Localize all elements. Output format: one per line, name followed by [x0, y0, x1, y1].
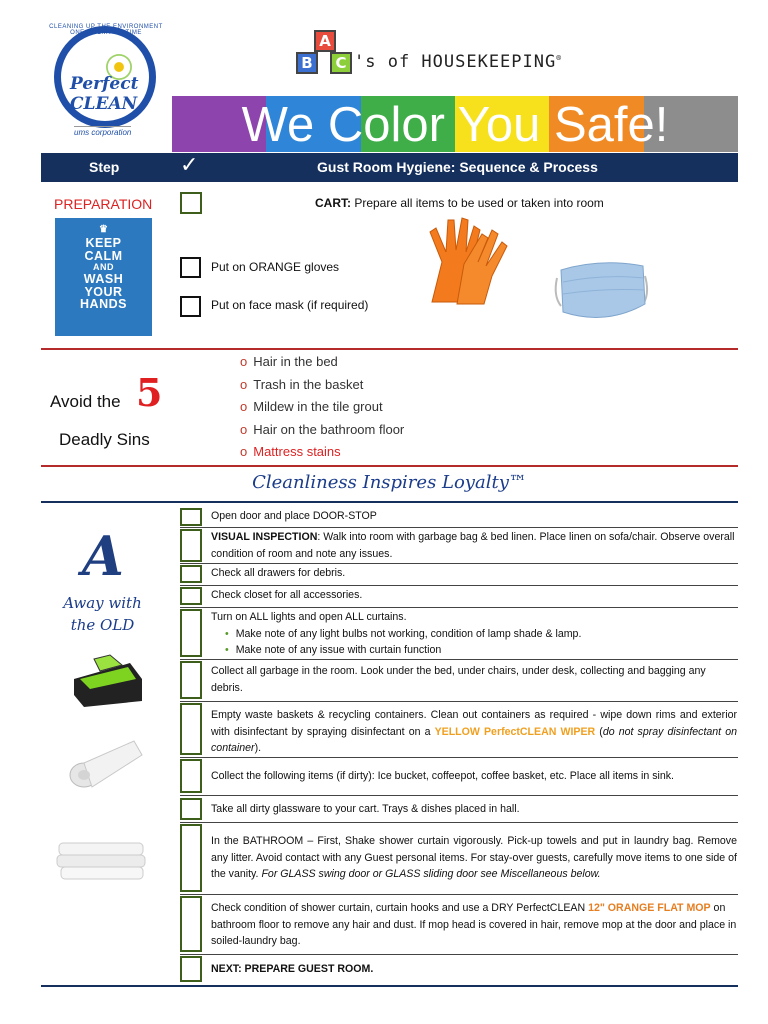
gloves-instruction: Put on ORANGE gloves	[211, 260, 340, 274]
list-item: o Mildew in the tile grout	[240, 399, 383, 414]
task-drawers: Check all drawers for debris.	[211, 567, 346, 579]
task-closet: Check closet for all accessories.	[211, 589, 363, 601]
trash-bags-image	[64, 733, 146, 795]
list-item: • Make note of any issue with curtain function	[225, 642, 737, 659]
preparation-label: PREPARATION	[54, 196, 153, 212]
section-title: Gust Room Hygiene: Sequence & Process	[317, 159, 598, 175]
row-divider	[180, 607, 738, 608]
row-divider	[180, 954, 738, 955]
row-divider	[180, 659, 738, 660]
deadly-sins-label: Deadly Sins	[59, 430, 150, 449]
orange-gloves-image	[412, 212, 512, 306]
divider	[41, 465, 738, 467]
list-item: o Hair in the bed	[240, 354, 338, 369]
task-checkbox[interactable]	[180, 508, 202, 526]
block-a: A	[314, 30, 336, 52]
task-checkbox[interactable]	[180, 798, 202, 820]
row-divider	[180, 585, 738, 586]
row-divider	[180, 757, 738, 758]
block-c: C	[330, 52, 352, 74]
section-letter: A	[82, 524, 124, 588]
divider	[41, 348, 738, 350]
list-item: o Trash in the basket	[240, 376, 364, 392]
checkmark-icon: ✓	[180, 152, 199, 177]
row-divider	[180, 894, 738, 895]
avoid-the-label: Avoid the 5	[50, 370, 163, 415]
block-b: B	[296, 52, 318, 74]
poster-text: KEEP CALM AND WASH YOUR HANDS	[80, 236, 127, 311]
logo-name: Perfect CLEAN	[70, 74, 139, 114]
task-lights: Turn on ALL lights and open ALL curtains. • Make note of any light bulbs not working, condition of lamp shade & lamp. • Make note of any issue with curtain function	[211, 609, 737, 659]
task-glassware: Take all dirty glassware to your cart. Trays & dishes placed in hall.	[211, 803, 520, 815]
gloves-checkbox[interactable]	[180, 257, 201, 278]
task-checkbox[interactable]	[180, 824, 202, 892]
divider	[41, 501, 738, 503]
five-number: 5	[136, 370, 163, 415]
task-checkbox[interactable]	[180, 956, 202, 982]
task-checkbox[interactable]	[180, 565, 202, 583]
task-checkbox[interactable]	[180, 896, 202, 952]
task-checkbox[interactable]	[180, 759, 202, 793]
mask-instruction: Put on face mask (if required)	[211, 298, 369, 312]
task-checkbox[interactable]	[180, 609, 202, 657]
task-checkbox[interactable]	[180, 703, 202, 755]
task-waste-baskets: Empty waste baskets & recycling containers. Clean out containers as required - wipe down rims and exterior with disinfectant by spraying disinfectant on a YELLOW PerfectCLEAN WIPER (do not spray disinfectant on container).	[211, 709, 737, 754]
task-visual-inspection: VISUAL INSPECTION: Walk into room with garbage bag & bed linen. Place linen on sofa/chair. Observe overall condition of room and note any issues.	[211, 531, 735, 560]
section-title: Away with the OLD	[63, 594, 142, 634]
sins-list	[240, 354, 404, 467]
task-garbage: Collect all garbage in the room. Look under the bed, under chairs, under desk, collecting and bagging any debris.	[211, 665, 706, 694]
mask-checkbox[interactable]	[180, 296, 201, 317]
abc-housekeeping-title	[296, 30, 616, 80]
perfectclean-logo	[48, 26, 164, 138]
row-divider	[180, 701, 738, 702]
row-divider	[180, 822, 738, 823]
keep-calm-poster	[55, 218, 152, 336]
task-door-stop: Open door and place DOOR-STOP	[211, 510, 377, 522]
task-bathroom: In the BATHROOM – First, Shake shower curtain vigorously. Pick-up towels and put in laundry bag. Remove any litter. Avoid contact with any Guest personal items. For stay-over guests, carefully move items to one side of the vanity. For GLASS swing door or GLASS sliding door see Miscellaneous below.	[211, 835, 737, 880]
banner-text: We Color You Safe!	[241, 98, 669, 152]
task-next: NEXT: PREPARE GUEST ROOM.	[211, 963, 374, 975]
list-item: o Mattress stains	[240, 444, 341, 459]
housekeeping-text: 's of HOUSEKEEPING®	[354, 52, 563, 72]
caddy-image	[70, 649, 146, 709]
row-divider	[180, 563, 738, 564]
row-divider	[180, 795, 738, 796]
face-mask-image	[551, 256, 651, 330]
logo-ring-text: CLEANING UP THE ENVIRONMENT ONE ROOM AT A TIME	[49, 24, 163, 36]
table-header-bar	[41, 153, 738, 182]
task-checkbox[interactable]	[180, 661, 202, 699]
list-item: o Hair on the bathroom floor	[240, 421, 405, 437]
task-collect-items: Collect the following items (if dirty): Ice bucket, coffeepot, coffee basket, etc. Place all items in sink.	[211, 770, 675, 782]
step-header: Step	[89, 159, 120, 175]
row-divider	[180, 527, 738, 528]
logo-subtitle: ums corporation	[74, 128, 132, 137]
crown-icon: ♛	[99, 224, 108, 235]
cart-checkbox[interactable]	[180, 192, 202, 214]
task-shower-curtain: Check condition of shower curtain, curtain hooks and use a DRY PerfectCLEAN 12" ORANGE FLAT MOP on bathroom floor to remove any hair and dust. If mop head is covered in hair, remove mop at the door and place in soiled-laundry bag.	[211, 902, 737, 947]
task-checkbox[interactable]	[180, 587, 202, 605]
cart-instruction: CART: Prepare all items to be used or taken into room	[315, 196, 604, 210]
slogan: Cleanliness Inspires Loyalty™	[252, 472, 527, 493]
bottom-divider	[41, 985, 738, 987]
task-checkbox[interactable]	[180, 529, 202, 562]
list-item: • Make note of any light bulbs not working, condition of lamp shade & lamp.	[225, 626, 737, 643]
linens-image	[53, 829, 149, 885]
